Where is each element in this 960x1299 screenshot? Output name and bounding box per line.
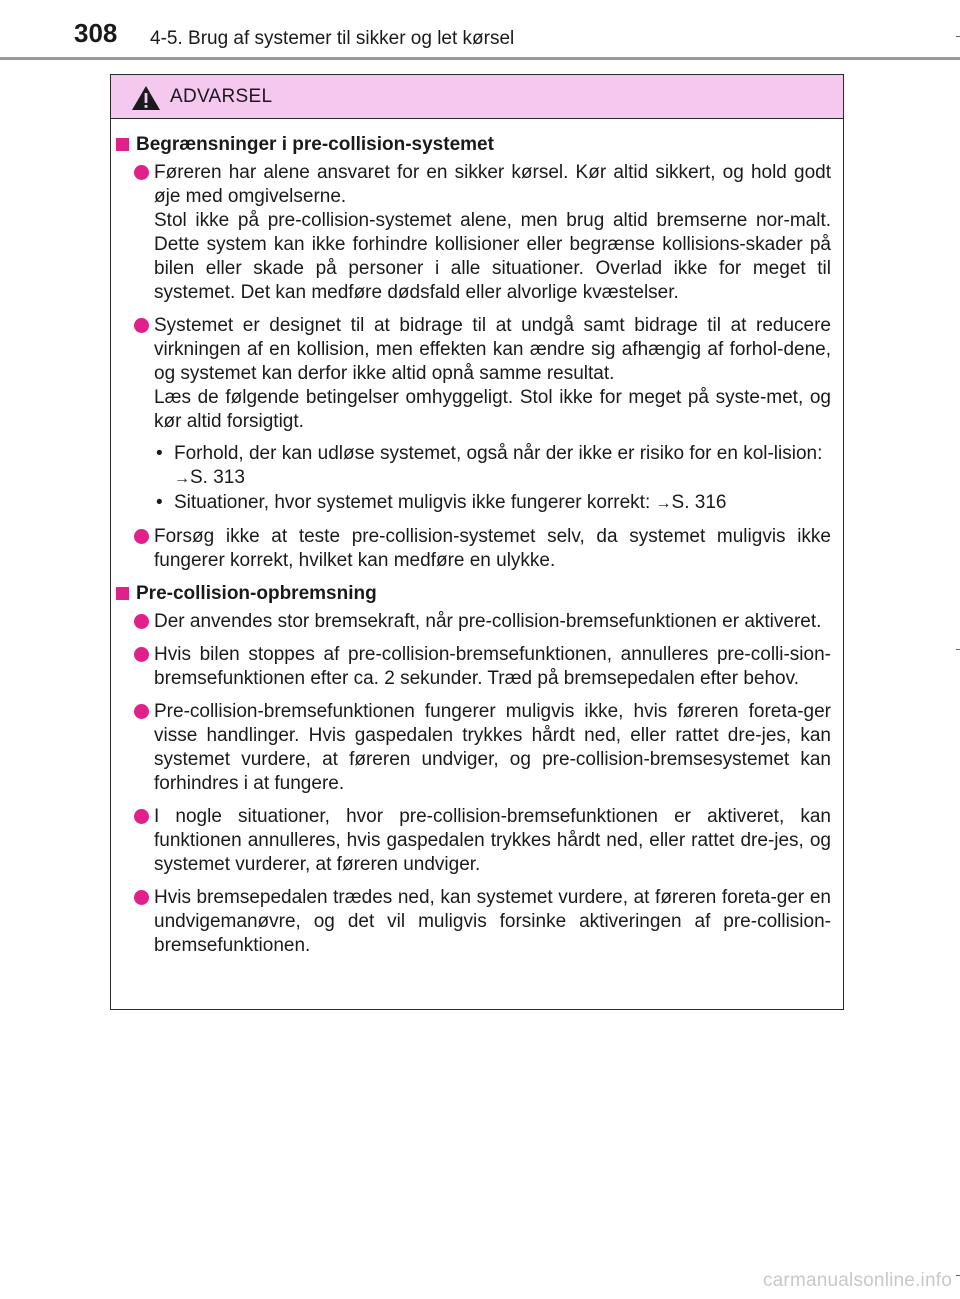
page-number: 308: [74, 18, 118, 48]
list-item: [114, 886, 831, 958]
section-title: 4-5. Brug af systemer til sikker og let kørsel: [150, 28, 515, 49]
square-bullet-icon: [116, 587, 129, 600]
header-rule: [0, 57, 960, 60]
crop-mark: [956, 36, 960, 37]
list-item: [114, 161, 831, 305]
list-item: [114, 700, 831, 796]
list-item: [114, 610, 831, 634]
warning-triangle-icon: [131, 85, 161, 111]
page-reference-link[interactable]: S. 313: [190, 467, 245, 488]
list-item: [114, 314, 831, 516]
circle-bullet-icon: [134, 809, 149, 824]
paragraph: Der anvendes stor bremsekraft, når pre-collision-bremsefunktionen er aktiveret.: [154, 611, 822, 632]
page-header: [0, 0, 960, 62]
page-reference-link[interactable]: S. 316: [671, 492, 727, 513]
circle-bullet-icon: [134, 165, 149, 180]
section-heading: Begrænsninger i pre-collision-systemet: [114, 133, 831, 157]
warning-header: [111, 75, 843, 119]
right-arrow-icon: →: [655, 495, 672, 512]
sub-list: [154, 442, 831, 516]
sub-list-item: • Situationer, hvor systemet muligvis ikke fungerer korrekt: →S. 316: [156, 492, 727, 513]
list-item: [114, 805, 831, 877]
paragraph: Læs de følgende betingelser omhyggeligt. Stol ikke for meget på syste-met, og kør altid forsigtigt.: [154, 387, 831, 432]
paragraph: Forsøg ikke at teste pre-collision-systemet selv, da systemet muligvis ikke fungerer korrekt, hvilket kan medføre en ulykke.: [154, 526, 831, 571]
crop-mark: [956, 1275, 960, 1276]
warning-label: ADVARSEL: [170, 86, 273, 107]
circle-bullet-icon: [134, 614, 149, 629]
circle-bullet-icon: [134, 529, 149, 544]
right-arrow-icon: →: [174, 470, 190, 487]
watermark: carmanualsonline.info: [762, 1270, 952, 1291]
paragraph: Stol ikke på pre-collision-systemet alene, men brug altid bremserne nor-malt. Dette system kan ikke forhindre kollisioner eller begrænse kollisions-skader på bilen eller skade på personer i alle situationer. Overlad ikke for meget til systemet. Det kan medføre dødsfald eller alvorlige kvæstelser.: [154, 210, 831, 303]
paragraph: Hvis bilen stoppes af pre-collision-bremsefunktionen, annulleres pre-colli-sion-bremsefunktionen efter ca. 2 sekunder. Træd på bremsepedalen efter behov.: [154, 644, 831, 689]
paragraph: Hvis bremsepedalen trædes ned, kan systemet vurdere, at føreren foreta-ger en undvigemanøvre, og det vil muligvis forsinke aktiveringen af pre-collision-bremsefunktionen.: [154, 887, 831, 956]
list-item: [114, 525, 831, 573]
sub-list-item: • Forhold, der kan udløse systemet, også når der ikke er risiko for en kol-lision: →S. 313: [156, 443, 823, 488]
circle-bullet-icon: [134, 704, 149, 719]
crop-mark: [956, 649, 960, 650]
paragraph: Systemet er designet til at bidrage til at undgå samt bidrage til at reducere virkningen af en kollision, men effekten kan ændre sig afhængig af forhol-dene, og systemet kan derfor ikke altid opnå samme resultat.: [154, 315, 831, 384]
square-bullet-icon: [116, 138, 129, 151]
warning-body: [111, 119, 843, 958]
paragraph: Føreren har alene ansvaret for en sikker kørsel. Kør altid sikkert, og hold godt øje med omgivelserne.: [154, 162, 831, 207]
circle-bullet-icon: [134, 318, 149, 333]
circle-bullet-icon: [134, 890, 149, 905]
section-heading: Pre-collision-opbremsning: [114, 582, 831, 606]
paragraph: I nogle situationer, hvor pre-collision-bremsefunktionen er aktiveret, kan funktionen annulleres, hvis gaspedalen trykkes hårdt ned, eller rattet dre-jes, og systemet vurderer, at føreren undviger.: [154, 806, 831, 875]
list-item: [114, 643, 831, 691]
circle-bullet-icon: [134, 647, 149, 662]
warning-box: [110, 74, 844, 1010]
paragraph: Pre-collision-bremsefunktionen fungerer muligvis ikke, hvis føreren foreta-ger visse handlinger. Hvis gaspedalen trykkes hårdt ned, eller rattet dre-jes, kan systemet vurdere, at føreren undviger, og pre-collision-bremsesystemet kan forhindres i at fungere.: [154, 701, 831, 794]
